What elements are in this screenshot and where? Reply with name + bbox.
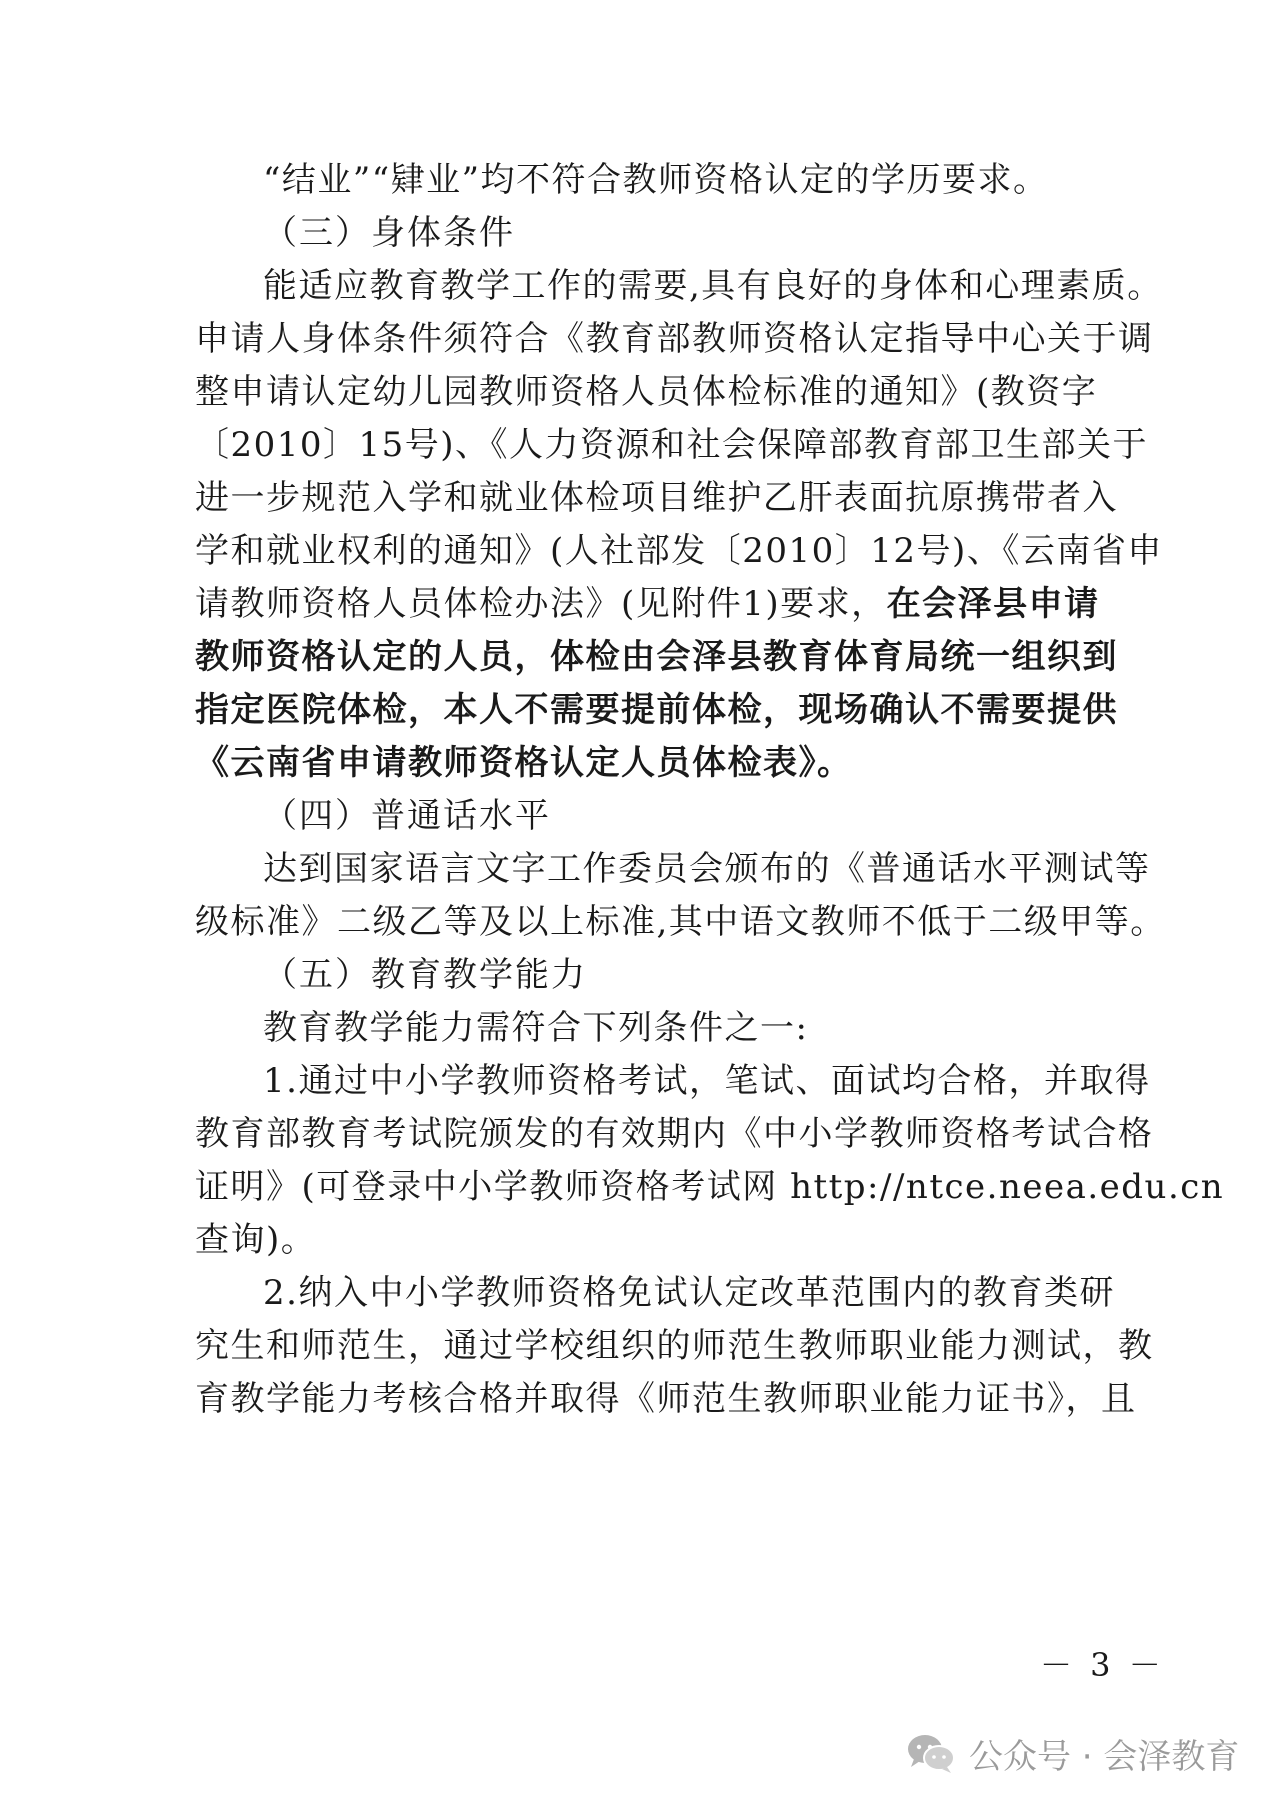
paragraph-line: 育教学能力考核合格并取得《师范生教师职业能力证书》，且 xyxy=(195,1379,1137,1419)
paragraph-line: 级标准》二级乙等及以上标准,其中语文教师不低于二级甲等。 xyxy=(195,902,1166,942)
paragraph-line: 教育部教育考试院颁发的有效期内《中小学教师资格考试合格 xyxy=(195,1114,1154,1154)
paragraph-line: 究生和师范生，通过学校组织的师范生教师职业能力测试，教 xyxy=(195,1326,1154,1366)
paragraph-line: 查询)。 xyxy=(195,1220,317,1260)
paragraph-line: 进一步规范入学和就业体检项目维护乙肝表面抗原携带者入 xyxy=(195,478,1118,518)
section-heading-physical: （三）身体条件 xyxy=(263,213,515,253)
paragraph-line: 能适应教育教学工作的需要,具有良好的身体和心理素质。 xyxy=(263,266,1163,306)
paragraph-line-mixed xyxy=(195,574,1100,634)
section-heading-teaching-ability: （五）教育教学能力 xyxy=(263,955,587,995)
paragraph-line: 达到国家语言文字工作委员会颁布的《普通话水平测试等 xyxy=(263,849,1151,889)
paragraph-line-with-url: 证明》(可登录中小学教师资格考试网 http://ntce.neea.edu.cn xyxy=(195,1167,1225,1207)
page-number: － 3 － xyxy=(1040,1646,1165,1684)
watermark xyxy=(905,1728,1239,1778)
paragraph-line: 教育教学能力需符合下列条件之一: xyxy=(263,1008,809,1048)
paragraph-line: “结业”“肄业”均不符合教师资格认定的学历要求。 xyxy=(263,160,1049,200)
paragraph-line-bold: 教师资格认定的人员，体检由会泽县教育体育局统一组织到 xyxy=(195,637,1118,677)
watermark-text: 公众号 · 会泽教育 xyxy=(969,1736,1240,1777)
paragraph-line: 整申请认定幼儿园教师资格人员体检标准的通知》(教资字 xyxy=(195,372,1098,412)
paragraph-line-bold: 指定医院体检，本人不需要提前体检，现场确认不需要提供 xyxy=(195,690,1118,730)
paragraph-line: 2.纳入中小学教师资格免试认定改革范围内的教育类研 xyxy=(263,1273,1115,1313)
paragraph-line: 申请人身体条件须符合《教育部教师资格认定指导中心关于调 xyxy=(195,319,1154,359)
paragraph-line-regular-part: 请教师资格人员体检办法》(见附件1)要求， xyxy=(195,584,887,624)
paragraph-line-bold-part: 在会泽县申请 xyxy=(886,584,1100,624)
paragraph-line-bold: 《云南省申请教师资格认定人员体检表》。 xyxy=(195,743,853,783)
paragraph-line: 1.通过中小学教师资格考试，笔试、面试均合格，并取得 xyxy=(263,1061,1151,1101)
paragraph-line: 学和就业权利的通知》(人社部发〔2010〕12号)、《云南省申 xyxy=(195,531,1163,571)
paragraph-line: 〔2010〕15号)、《人力资源和社会保障部教育部卫生部关于 xyxy=(195,425,1149,465)
section-heading-mandarin: （四）普通话水平 xyxy=(263,796,551,836)
wechat-icon xyxy=(905,1731,957,1775)
